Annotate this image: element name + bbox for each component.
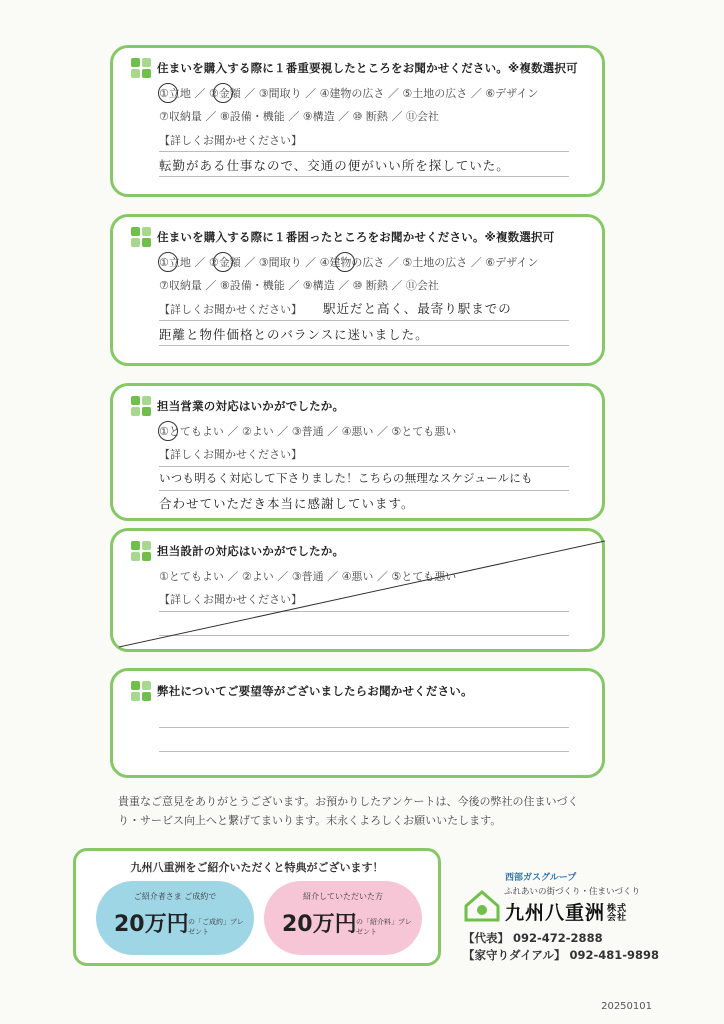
- brand-tagline: ふれあいの街づくり・住まいづくり: [504, 887, 641, 897]
- question-header: [131, 681, 473, 701]
- question-title: 担当設計の対応はいかがでしたか。: [157, 544, 345, 558]
- question-card-1: [110, 45, 605, 197]
- house-logo-icon: [462, 888, 502, 922]
- answer-line: [159, 727, 569, 728]
- question-card-2: [110, 214, 605, 366]
- detail-label: 【詳しくお聞かせください】: [159, 134, 302, 147]
- phone-main: 【代表】 092-472-2888: [463, 931, 603, 945]
- company-name: [505, 898, 629, 925]
- answer-line: [159, 751, 569, 752]
- pill-amount: 20万円: [114, 912, 189, 937]
- pill-caption: 紹介していただいた方: [303, 892, 383, 901]
- closing-note: 貴重なご意見をありがとうございます。お預かりしたアンケートは、今後の弊社の住まいづくり・サービス向上へと繋げてまいります。末永くよろしくお願いいたします。: [118, 795, 579, 827]
- question-header: [131, 58, 578, 78]
- question-card-4: [110, 528, 605, 652]
- clover-icon: [131, 227, 151, 247]
- company-suffix: 株式会社: [607, 903, 628, 923]
- answer-line: [159, 466, 569, 467]
- options-line: ①立地 ／ ②金額 ／ ③間取り ／ ④建物の広さ ／ ⑤土地の広さ ／ ⑥デザイン: [159, 256, 539, 269]
- handwritten-answer: 距離と物件価格とのバランスに迷いました。: [159, 327, 429, 342]
- question-title: 住まいを購入する際に１番困ったところをお聞かせください。※複数選択可: [157, 230, 555, 244]
- clover-icon: [131, 396, 151, 416]
- question-title: 担当営業の対応はいかがでしたか。: [157, 399, 345, 413]
- options-line: ⑦収納量 ／ ⑧設備・機能 ／ ⑨構造 ／ ⑩ 断熱 ／ ⑪会社: [159, 110, 439, 123]
- options-line: ①立地 ／ ②金額 ／ ③間取り ／ ④建物の広さ ／ ⑤土地の広さ ／ ⑥デザイン: [159, 87, 539, 100]
- strike-through-line: [113, 531, 608, 655]
- detail-label: 【詳しくお聞かせください】: [159, 593, 302, 606]
- answer-line: [159, 151, 569, 152]
- pill-amount: 20万円: [282, 912, 357, 937]
- question-title: 弊社についてご要望等がございましたらお聞かせください。: [157, 684, 473, 698]
- pill-subtext: の「紹介料」プレゼント: [356, 918, 412, 936]
- clover-icon: [131, 58, 151, 78]
- referral-promo: [73, 848, 441, 966]
- handwritten-answer: 合わせていただき本当に感謝しています。: [159, 496, 415, 511]
- pill-caption: ご紹介者さま ご成約で: [133, 892, 217, 901]
- answer-line: [159, 345, 569, 346]
- company-name-text: 九州八重洲: [505, 902, 606, 924]
- handwritten-answer: いつも明るく対応して下さりました！こちらの無理なスケジュールにも: [159, 471, 533, 485]
- detail-label: 【詳しくお聞かせください】: [159, 303, 302, 316]
- handwritten-answer: 転勤がある仕事なので、交通の便がいい所を探していた。: [159, 158, 510, 173]
- question-card-3: [110, 383, 605, 521]
- handwritten-answer: 駅近だと高く、最寄り駅までの: [323, 301, 512, 316]
- options-line: ①とてもよい ／ ②よい ／ ③普通 ／ ④悪い ／ ⑤とても悪い: [159, 425, 457, 438]
- answer-line: [159, 176, 569, 177]
- promo-pill-referred: [264, 881, 422, 955]
- document-number: 20250101: [601, 1001, 652, 1012]
- question-header: [131, 227, 554, 247]
- answer-line: [159, 490, 569, 491]
- phone-care: 【家守りダイアル】 092-481-9898: [463, 948, 660, 962]
- clover-icon: [131, 681, 151, 701]
- pill-subtext: の「ご成約」プレゼント: [188, 918, 244, 936]
- brand-group-name: 西部ガスグループ: [505, 873, 577, 883]
- detail-label: 【詳しくお聞かせください】: [159, 448, 302, 461]
- options-line: ①とてもよい ／ ②よい ／ ③普通 ／ ④悪い ／ ⑤とても悪い: [159, 570, 457, 583]
- question-card-5: [110, 668, 605, 778]
- promo-pill-referrer: [96, 881, 254, 955]
- answer-line: [159, 320, 569, 321]
- question-title: 住まいを購入する際に１番重要視したところをお聞かせください。※複数選択可: [157, 61, 578, 75]
- question-header: [131, 396, 344, 416]
- options-line: ⑦収納量 ／ ⑧設備・機能 ／ ⑨構造 ／ ⑩ 断熱 ／ ⑪会社: [159, 279, 439, 292]
- promo-title: 九州八重洲をご紹介いただくと特典がございます！: [130, 861, 384, 874]
